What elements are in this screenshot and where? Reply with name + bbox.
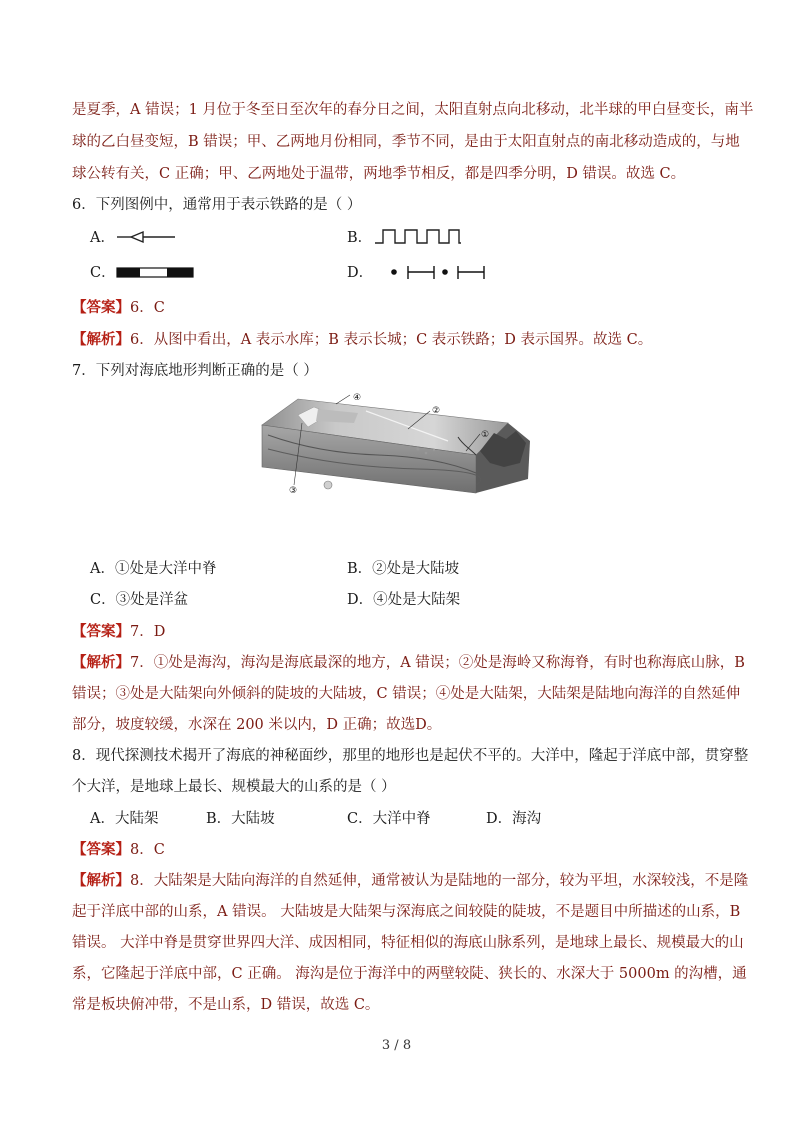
q8-option-a: A．大陆架 (90, 811, 159, 827)
q8-analysis-line-2: 起于洋底中部的山系，A 错误。 大陆坡是大陆架与深海底之间较陡的陡坡，不是题目中所描述的山系，B (72, 904, 741, 920)
analysis-text: 7．①处是海沟，海沟是海底最深的地方，A 错误；②处是海岭又称海脊，有时也称海底山脉，B (130, 655, 745, 671)
answer-value: 6．C (130, 300, 165, 316)
q8-option-d: D．海沟 (486, 811, 542, 827)
analysis-text: 6．从图中看出，A 表示水库；B 表示长城；C 表示铁路；D 表示国界。故选 C。 (130, 332, 653, 348)
q7-option-c: C．③处是洋盆 (90, 592, 189, 608)
analysis-text: 8．大陆架是大陆向海洋的自然延伸，通常被认为是陆地的一部分，较为平坦，水深较浅，不是隆 (130, 873, 749, 889)
seafloor-diagram (258, 393, 532, 497)
diagram-label-3: ③ (289, 486, 298, 496)
q8-analysis-line-1 (72, 870, 748, 892)
q6-answer (72, 297, 165, 319)
answer-tag: 【答案】 (72, 623, 130, 640)
q7-stem: 7．下列对海底地形判断正确的是（ ） (72, 363, 318, 379)
q6-option-a-label: A． (90, 230, 115, 246)
q6-option-c-label: C． (90, 265, 116, 281)
q6-analysis (72, 329, 652, 351)
q7-option-b: B．②处是大陆坡 (347, 561, 460, 577)
answer-value: 8．C (130, 842, 165, 858)
intro-line-1: 是夏季，A 错误；1 月位于冬至日至次年的春分日之间，太阳直射点向北移动，北半球的甲白昼变长，南半 (72, 102, 754, 118)
q8-analysis-line-5: 常是板块俯冲带，不是山系，D 错误，故选 C。 (72, 997, 380, 1013)
diagram-label-2: ② (432, 406, 441, 416)
diagram-label-4: ④ (353, 393, 362, 403)
q7-analysis-line-3: 部分，坡度较缓，水深在 200 米以内，D 正确；故选D。 (72, 717, 442, 733)
q7-option-d: D．④处是大陆架 (347, 592, 461, 608)
q6-stem: 6．下列图例中，通常用于表示铁路的是（ ） (72, 197, 362, 213)
q8-answer (72, 839, 165, 861)
intro-line-3: 球公转有关，C 正确；甲、乙两地处于温带，两地季节相反，都是四季分明，D 错误。故选 C。 (72, 166, 686, 182)
page-number: 3 / 8 (381, 1038, 412, 1053)
q8-analysis-line-3: 错误。 大洋中脊是贯穿世界四大洋、成因相同，特征相似的海底山脉系列，是地球上最长、规模最大的山 (72, 935, 744, 951)
great-wall-symbol (373, 227, 463, 245)
analysis-tag: 【解析】 (72, 872, 130, 889)
q6-option-b-label: B． (347, 230, 373, 246)
analysis-tag: 【解析】 (72, 331, 130, 348)
reservoir-symbol (115, 229, 177, 245)
national-border-symbol (388, 264, 488, 282)
q7-answer (72, 621, 165, 643)
q7-option-a: A．①处是大洋中脊 (90, 561, 217, 577)
diagram-label-1: ① (481, 430, 490, 440)
q8-stem-line-1: 8．现代探测技术揭开了海底的神秘面纱，那里的地形也是起伏不平的。大洋中，隆起于洋底中部，贯穿整 (72, 748, 749, 764)
q8-analysis-line-4: 系，它隆起于洋底中部，C 正确。 海沟是位于海洋中的两壁较陡、狭长的、水深大于 5000m 的沟槽，通 (72, 966, 747, 982)
answer-tag: 【答案】 (72, 299, 130, 316)
answer-tag: 【答案】 (72, 841, 130, 858)
q8-stem-line-2: 个大洋，是地球上最长、规模最大的山系的是（ ） (72, 779, 396, 795)
answer-value: 7．D (130, 624, 166, 640)
intro-line-2: 球的乙白昼变短，B 错误；甲、乙两地月份相同，季节不同，是由于太阳直射点的南北移动造成的，与地 (72, 134, 740, 150)
q6-option-d-label: D． (347, 265, 374, 281)
q8-option-c: C．大洋中脊 (347, 811, 431, 827)
analysis-tag: 【解析】 (72, 654, 130, 671)
q7-analysis-line-2: 错误；③处是大陆架向外倾斜的陡坡的大陆坡，C 错误；④处是大陆架，大陆架是陆地向海洋的自然延伸 (72, 686, 741, 702)
railway-symbol (116, 267, 196, 279)
q7-analysis-line-1 (72, 652, 745, 674)
q8-option-b: B．大陆坡 (206, 811, 275, 827)
